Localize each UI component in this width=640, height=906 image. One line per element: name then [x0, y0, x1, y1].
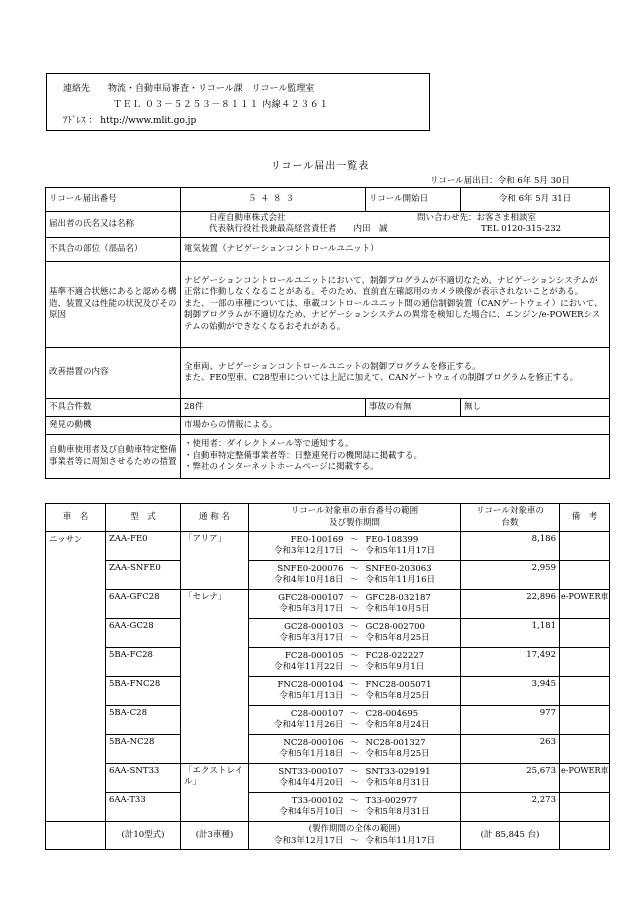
model-type: 5BA-FC28	[106, 648, 181, 677]
range-tilde: ～	[350, 737, 359, 748]
filing-date: リコール届出日：令和 6年 5月 30日	[430, 176, 570, 186]
common-name: 「セレナ」	[181, 590, 249, 764]
discovery-value: 市場からの情報による。	[181, 417, 610, 435]
chassis-to: GC28-002700	[365, 621, 425, 632]
chassis-to: SNT33-029191	[365, 766, 431, 777]
chassis-range	[249, 706, 461, 735]
notice-value: ・使用者：ダイレクトメール等で通知する。 ・自動車特定整備事業者等：日整連発行の機関誌に掲載する。 ・弊社のインターネットホームページに掲載する。	[181, 435, 610, 479]
range-tilde: ～	[350, 662, 359, 672]
date-from: 令和5年3月17日	[279, 604, 344, 614]
filer-cell	[181, 212, 610, 238]
range-tilde: ～	[350, 778, 359, 788]
range-tilde: ～	[350, 708, 359, 719]
filer-label: 届出者の氏名又は名称	[46, 212, 181, 238]
contact-tel: ＴＥＬ ０３－５２５３－８１１１ 内線４２３６１	[113, 100, 329, 110]
vehicle-count: 263	[461, 735, 560, 764]
note	[560, 735, 610, 764]
table-row	[46, 648, 610, 677]
chassis-from: T33-000102	[291, 795, 344, 806]
date-from: 令和4年11月22日	[273, 662, 344, 672]
common-name: 「エクストレイル」	[181, 764, 249, 822]
chassis-range	[249, 561, 461, 590]
chassis-range	[249, 677, 461, 706]
model-type: 5BA-FNC28	[106, 677, 181, 706]
date-to: 令和5年9月1日	[365, 662, 425, 672]
range-tilde: ～	[350, 546, 359, 556]
vehicle-count: 22,896	[461, 590, 560, 619]
vehicle-count: 2,273	[461, 793, 560, 822]
chassis-to: NC28-001327	[365, 737, 426, 748]
model-type: 5BA-C28	[106, 706, 181, 735]
contact-office: 連絡先 物流・自動車局審査・リコール課 リコール監理室	[63, 84, 315, 94]
chassis-to: FC28-022227	[365, 650, 425, 661]
inquiry-tel: TEL 0120-315-232	[481, 224, 562, 234]
model-type: ZAA-FE0	[106, 532, 181, 561]
chassis-to: T33-002977	[365, 795, 418, 806]
vehicle-rows	[46, 532, 610, 822]
table-row	[46, 590, 610, 619]
header-note: 備 考	[560, 504, 610, 532]
total-tilde: ～	[350, 835, 359, 846]
date-to: 令和5年8月31日	[365, 807, 430, 817]
vehicle-count: 1,181	[461, 619, 560, 648]
contact-box	[46, 73, 430, 131]
date-from: 令和4年4月20日	[279, 778, 344, 788]
note	[560, 561, 610, 590]
date-to: 令和5年8月31日	[365, 778, 430, 788]
header-type: 型 式	[106, 504, 181, 532]
fix-value: 全車両、ナビゲーションコントロールユニットの制御プログラムを修正する。 また、FE0型車、C28型車については上記に加えて、CANゲートウェイの制御プログラムを修正する。	[181, 348, 610, 399]
date-from: 令和5年3月17日	[279, 633, 344, 643]
date-to: 令和5年11月17日	[365, 546, 436, 556]
range-tilde: ～	[350, 766, 359, 777]
range-tilde: ～	[350, 575, 359, 585]
total-models: (計3車種)	[181, 822, 249, 850]
chassis-from: NC28-000106	[283, 737, 344, 748]
number-label: リコール届出番号	[46, 188, 181, 212]
date-to: 令和5年8月25日	[365, 691, 430, 701]
vehicle-count: 17,492	[461, 648, 560, 677]
part-label: 不具合の部位（部品名）	[46, 238, 181, 262]
notice-label: 自動車使用者及び自動車特定整備事業者等に周知させるための措置	[46, 435, 181, 479]
range-tilde: ～	[350, 633, 359, 643]
chassis-from: SNFE0-200076	[277, 563, 344, 574]
vehicle-count: 25,673	[461, 764, 560, 793]
table-row	[46, 706, 610, 735]
range-tilde: ～	[350, 807, 359, 817]
table-row	[46, 532, 610, 561]
chassis-range	[249, 532, 461, 561]
range-tilde: ～	[350, 592, 359, 603]
total-period-label: (製作期間の全体の範囲)	[308, 824, 401, 835]
note: e-POWER車	[560, 590, 610, 619]
date-from: 令和5年1月13日	[279, 691, 344, 701]
common-name: 「アリア」	[181, 532, 249, 590]
note	[560, 677, 610, 706]
date-from: 令和5年1月18日	[279, 749, 344, 759]
chassis-from: C28-000107	[290, 708, 344, 719]
chassis-range	[249, 619, 461, 648]
chassis-to: SNFE0-203063	[365, 563, 432, 574]
vehicle-count: 8,186	[461, 532, 560, 561]
chassis-to: FNC28-005071	[365, 679, 432, 690]
start-label: リコール開始日	[366, 188, 461, 212]
date-from: 令和4年10月18日	[273, 575, 344, 585]
model-type: 6AA-GC28	[106, 619, 181, 648]
recall-summary-table	[45, 187, 610, 479]
defects-value: 28件	[181, 399, 366, 417]
note	[560, 648, 610, 677]
page-title: リコール届出一覧表	[270, 161, 370, 172]
date-from: 令和4年11月26日	[273, 720, 344, 730]
total-date-from: 令和3年12月17日	[273, 835, 344, 846]
vehicle-count: 3,945	[461, 677, 560, 706]
accident-label: 事故の有無	[366, 399, 461, 417]
model-type: 6AA-GFC28	[106, 590, 181, 619]
note: e-POWER車	[560, 764, 610, 793]
maker-name: ニッサン	[46, 532, 106, 822]
chassis-range	[249, 764, 461, 793]
range-tilde: ～	[350, 534, 359, 545]
date-to: 令和5年8月24日	[365, 720, 430, 730]
vehicle-count: 977	[461, 706, 560, 735]
total-types: (計10型式)	[106, 822, 181, 850]
date-from: 令和4年5月10日	[279, 807, 344, 817]
range-tilde: ～	[350, 650, 359, 661]
chassis-range	[249, 590, 461, 619]
inquiry-contact: 問い合わせ先：お客さま相談室	[417, 213, 537, 223]
note	[560, 706, 610, 735]
range-tilde: ～	[350, 691, 359, 701]
table-row	[46, 764, 610, 793]
total-count: (計 85,845 台)	[461, 822, 560, 850]
contact-address: ｱﾄﾞﾚｽ ： http://www.mlit.go.jp	[63, 116, 197, 126]
table-row	[46, 793, 610, 822]
range-tilde: ～	[350, 720, 359, 730]
total-note	[560, 822, 610, 850]
range-tilde: ～	[350, 563, 359, 574]
discovery-label: 発見の動機	[46, 417, 181, 435]
model-type: 6AA-T33	[106, 793, 181, 822]
start-value: 令和 6年 5月 31日	[461, 188, 610, 212]
range-tilde: ～	[350, 795, 359, 806]
chassis-from: FC28-000105	[284, 650, 344, 661]
chassis-range	[249, 735, 461, 764]
model-type: 5BA-NC28	[106, 735, 181, 764]
part-value: 電気装置（ナビゲーションコントロールユニット）	[181, 238, 610, 262]
table-row	[46, 619, 610, 648]
header-common-name: 通 称 名	[181, 504, 249, 532]
chassis-from: GC28-000103	[284, 621, 344, 632]
chassis-from: SNT33-000107	[278, 766, 344, 777]
date-to: 令和5年10月5日	[365, 604, 430, 614]
table-row	[46, 677, 610, 706]
chassis-to: GFC28-032187	[365, 592, 431, 603]
date-to: 令和5年8月25日	[365, 633, 430, 643]
filer-company: 日産自動車株式会社	[209, 213, 286, 223]
total-maker	[46, 822, 106, 850]
date-to: 令和5年8月25日	[365, 749, 430, 759]
date-from: 令和3年12月17日	[273, 546, 344, 556]
cause-label: 基準不適合状態にあると認める構造、装置又は性能の状況及びその原因	[46, 262, 181, 348]
number-value: ５４８３	[181, 188, 366, 212]
chassis-from: GFC28-000107	[278, 592, 344, 603]
chassis-from: FNC28-000104	[277, 679, 344, 690]
date-to: 令和5年11月16日	[365, 575, 436, 585]
table-row	[46, 735, 610, 764]
range-tilde: ～	[350, 604, 359, 614]
range-tilde: ～	[350, 679, 359, 690]
model-type: ZAA-SNFE0	[106, 561, 181, 590]
model-type: 6AA-SNT33	[106, 764, 181, 793]
accident-value: 無し	[461, 399, 610, 417]
header-range: リコール対象車の車台番号の範囲 及び製作期間	[249, 504, 461, 532]
note	[560, 793, 610, 822]
note	[560, 532, 610, 561]
note	[560, 619, 610, 648]
defects-label: 不具合件数	[46, 399, 181, 417]
header-maker: 車 名	[46, 504, 106, 532]
range-tilde: ～	[350, 749, 359, 759]
cause-value: ナビゲーションコントロールユニットにおいて、制御プログラムが不適切なため、ナビゲーションシステムが正常に作動しなくなることがある。そのため、直前直左確認用のカメラ映像が表示されないことがある。 また、一部の車種については、車載コントロールユニット間の通信制御装置（CANゲートウェイ）において、制御プログラムが不適切なため、ナビゲーションシステムの異常を検知した場合に、エンジン/e-POWERシステムの始動ができなくなるおそれがある。	[181, 262, 610, 348]
filer-representative: 代表執行役社長兼最高経営責任者 内田 誠	[209, 224, 388, 234]
chassis-to: FE0-108399	[365, 534, 419, 545]
chassis-to: C28-004695	[365, 708, 419, 719]
header-count: リコール対象車の 台数	[461, 504, 560, 532]
recall-vehicle-table	[45, 503, 610, 850]
table-row	[46, 561, 610, 590]
vehicle-count: 2,959	[461, 561, 560, 590]
fix-label: 改善措置の内容	[46, 348, 181, 399]
chassis-range	[249, 648, 461, 677]
range-tilde: ～	[350, 621, 359, 632]
total-date-to: 令和5年11月17日	[365, 835, 436, 846]
total-period	[249, 822, 461, 850]
chassis-from: FE0-100169	[290, 534, 344, 545]
chassis-range	[249, 793, 461, 822]
